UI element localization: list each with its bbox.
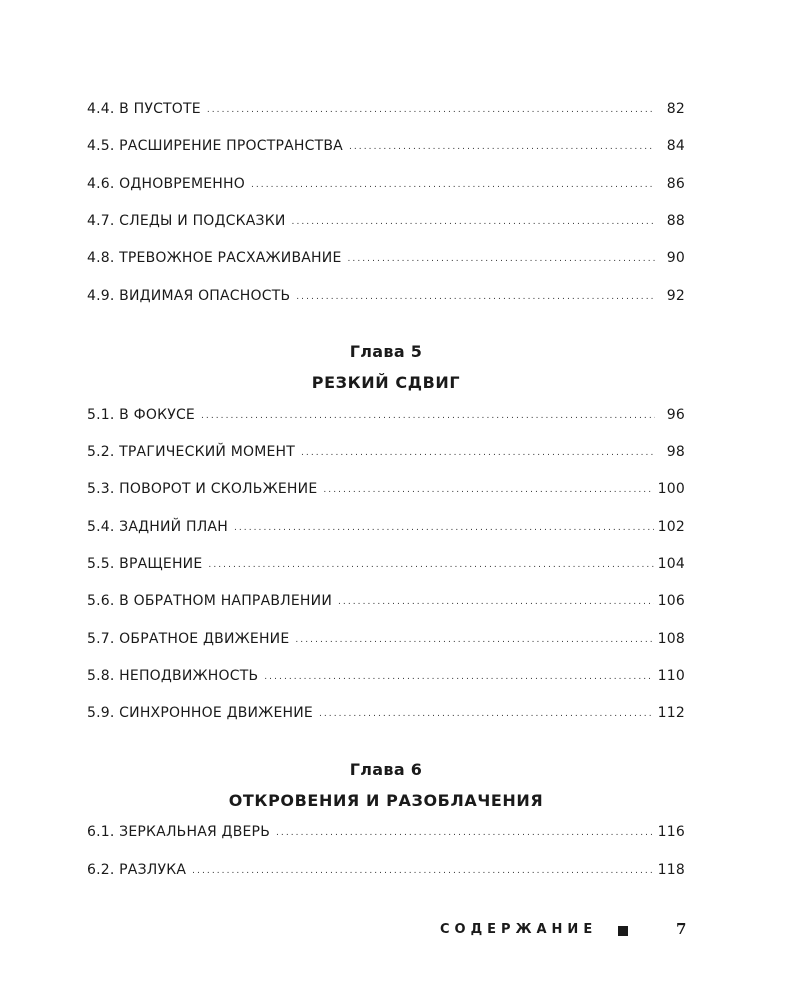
toc-entry-page: 92: [666, 288, 685, 304]
toc-entry-page: 84: [666, 138, 685, 154]
toc-entry[interactable]: [87, 288, 685, 308]
toc-entry-title: 5.4. ЗАДНИЙ ПЛАН: [87, 519, 228, 535]
toc-entry[interactable]: [87, 824, 685, 844]
toc-entry-page: 110: [657, 668, 685, 684]
toc-entry-page: 102: [657, 519, 685, 535]
toc-entry[interactable]: [87, 556, 685, 576]
toc-entry-title: 4.8. ТРЕВОЖНОЕ РАСХАЖИВАНИЕ: [87, 250, 342, 266]
toc-entry-title: 5.9. СИНХРОННОЕ ДВИЖЕНИЕ: [87, 705, 313, 721]
toc-entry-page: 116: [657, 824, 685, 840]
chapter-title: ОТКРОВЕНИЯ И РАЗОБЛАЧЕНИЯ: [228, 791, 544, 810]
toc-entry-title: 6.2. РАЗЛУКА: [87, 862, 187, 878]
toc-entry-title: 5.2. ТРАГИЧЕСКИЙ МОМЕНТ: [87, 444, 296, 460]
toc-entry-title: 6.1. ЗЕРКАЛЬНАЯ ДВЕРЬ: [87, 824, 270, 840]
dot-leader: [348, 249, 656, 265]
toc-entry-page: 90: [666, 250, 685, 266]
toc-entry-page: 104: [657, 556, 685, 572]
toc-entry[interactable]: [87, 862, 685, 882]
toc-entry-title: 4.5. РАСШИРЕНИЕ ПРОСТРАНСТВА: [87, 138, 343, 154]
toc-entry-page: 82: [666, 101, 685, 117]
toc-entry-title: 5.3. ПОВОРОТ И СКОЛЬЖЕНИЕ: [87, 481, 318, 497]
toc-entry-page: 98: [666, 444, 685, 460]
toc-entry[interactable]: [87, 138, 685, 158]
dot-leader: [276, 823, 654, 839]
toc-entry-page: 106: [657, 593, 685, 609]
running-footer-title: СОДЕРЖАНИЕ: [440, 922, 598, 937]
page-number: 7: [676, 920, 687, 938]
toc-entry-page: 108: [657, 631, 685, 647]
toc-entry[interactable]: [87, 176, 685, 196]
toc-entry[interactable]: [87, 213, 685, 233]
toc-entry-page: 118: [657, 862, 685, 878]
dot-leader: [192, 861, 654, 877]
dot-leader: [295, 630, 653, 646]
toc-entry[interactable]: [87, 593, 685, 613]
toc-entry-title: 5.5. ВРАЩЕНИЕ: [87, 556, 203, 572]
dot-leader: [292, 212, 655, 228]
dot-leader: [264, 667, 653, 683]
toc-entry[interactable]: [87, 250, 685, 270]
toc-entry[interactable]: [87, 101, 685, 121]
toc-entry-title: 4.9. ВИДИМАЯ ОПАСНОСТЬ: [87, 288, 291, 304]
toc-entry[interactable]: [87, 481, 685, 501]
toc-entry-title: 4.4. В ПУСТОТЕ: [87, 101, 201, 117]
toc-entry[interactable]: [87, 668, 685, 688]
toc-entry-title: 5.1. В ФОКУСЕ: [87, 407, 195, 423]
toc-entry[interactable]: [87, 631, 685, 651]
toc-entry[interactable]: [87, 444, 685, 464]
toc-entry-title: 4.6. ОДНОВРЕМЕННО: [87, 176, 245, 192]
dot-leader: [234, 518, 654, 534]
dot-leader: [319, 704, 654, 720]
dot-leader: [338, 592, 654, 608]
dot-leader: [207, 100, 655, 116]
toc-entry-page: 100: [657, 481, 685, 497]
chapter-label: Глава 6: [349, 760, 423, 779]
dot-leader: [201, 406, 655, 422]
toc-entry-page: 86: [666, 176, 685, 192]
dot-leader: [296, 287, 655, 303]
toc-entry[interactable]: [87, 407, 685, 427]
chapter-title: РЕЗКИЙ СДВИГ: [311, 373, 461, 392]
toc-entry-title: 5.7. ОБРАТНОЕ ДВИЖЕНИЕ: [87, 631, 290, 647]
toc-entry-page: 96: [666, 407, 685, 423]
toc-entry[interactable]: [87, 705, 685, 725]
dot-leader: [251, 175, 655, 191]
toc-entry-page: 112: [657, 705, 685, 721]
dot-leader: [301, 443, 655, 459]
toc-entry-title: 4.7. СЛЕДЫ И ПОДСКАЗКИ: [87, 213, 286, 229]
toc-entry-page: 88: [666, 213, 685, 229]
dot-leader: [208, 555, 653, 571]
toc-entry-title: 5.8. НЕПОДВИЖНОСТЬ: [87, 668, 259, 684]
toc-entry-title: 5.6. В ОБРАТНОМ НАПРАВЛЕНИИ: [87, 593, 332, 609]
dot-leader: [323, 480, 653, 496]
toc-entry[interactable]: [87, 519, 685, 539]
square-bullet-icon: [618, 926, 628, 936]
chapter-label: Глава 5: [349, 342, 423, 361]
dot-leader: [349, 137, 655, 153]
